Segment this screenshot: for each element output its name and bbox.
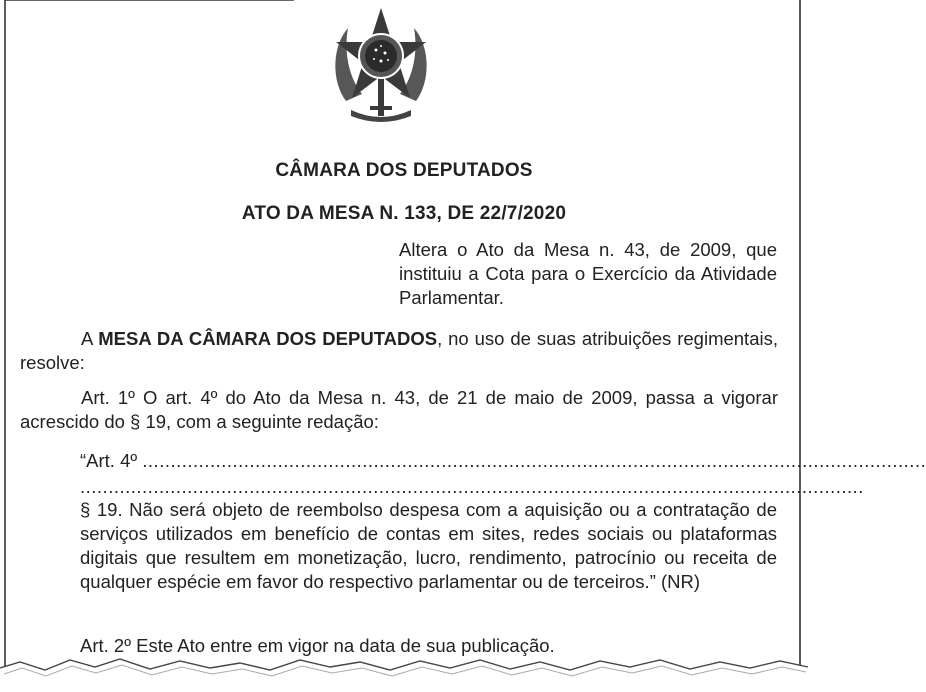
- torn-edge: [0, 640, 808, 692]
- ementa-text: Altera o Ato da Mesa n. 43, de 2009, que instituiu a Cota para o Exercício da Atividade Parlamentar.: [399, 239, 777, 308]
- article-1: Art. 1º O art. 4º do Ato da Mesa n. 43, de 21 de maio de 2009, passa a vigorar acrescido do § 19, com a seguinte redação:: [20, 387, 778, 432]
- ellipsis-line: ...........................................................................................................................................: [80, 476, 864, 497]
- paragraph-19: § 19. Não será objeto de reembolso despesa com a aquisição ou a contratação de serviços utilizados em benefício de contas em sites, redes sociais ou plataformas digitais que resultem em monetização, lucro, rendimento, patrocínio ou receita de qualquer espécie em favor do respectivo parlamentar ou de terceiros.” (NR): [80, 499, 777, 592]
- brazil-coat-of-arms-icon: [326, 6, 436, 126]
- article-2: Art. 2º Este Ato entre em vigor na data de sua publicação.: [80, 635, 555, 656]
- preamble-article: A: [81, 328, 99, 349]
- institution-title: CÂMARA DOS DEPUTADOS: [275, 160, 533, 181]
- act-title: ATO DA MESA N. 133, DE 22/7/2020: [241, 203, 567, 224]
- quoted-article-head: [80, 449, 926, 473]
- preamble-paragraph: [20, 327, 778, 375]
- quoted-article-dots: ...........................................................................................................................................: [142, 450, 926, 471]
- quoted-article-label: “Art. 4º: [80, 450, 138, 471]
- preamble-rest: , no uso de suas atribuições regimentais, resolve:: [20, 328, 778, 373]
- preamble-bold: MESA DA CÂMARA DOS DEPUTADOS: [98, 328, 438, 349]
